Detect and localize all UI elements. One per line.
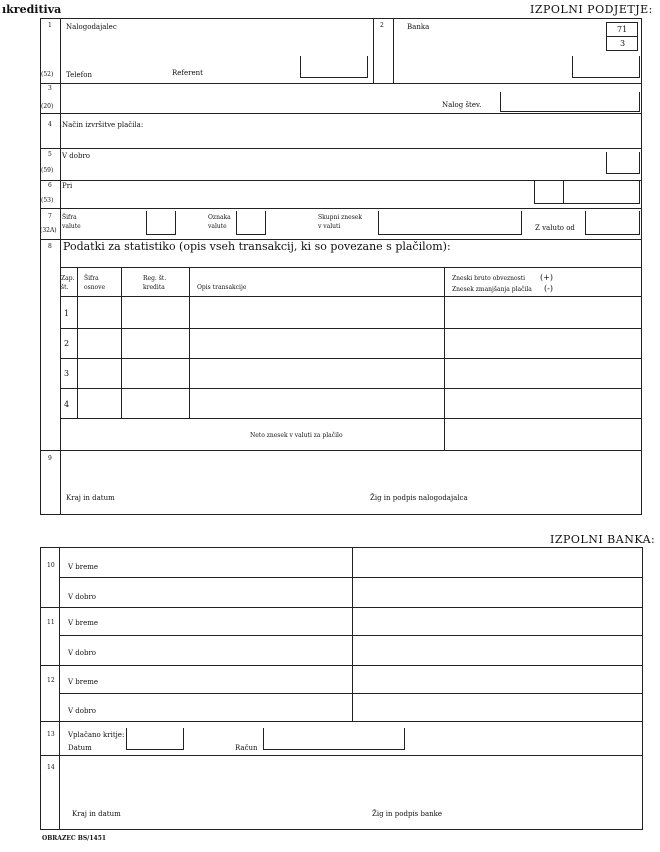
bank-label: Banka [407,23,430,31]
currency-code-label-2: valute [62,223,81,230]
col-sifra-label-2: osnove [84,284,106,291]
form-code-3: 3 [620,39,626,48]
bank-field[interactable] [398,36,558,66]
table-row-number: 4 [64,400,70,409]
net-amount-label: Neto znesek v valuti za plačilo [250,432,343,439]
col-decrease-label: Znesek zmanjšanja plačila [452,286,532,293]
col-reg-label-2: kredita [143,284,165,291]
col-reg-label-1: Reg. št. [143,275,167,282]
credit-label: V dobro [68,593,97,601]
table-row-number: 3 [64,369,70,378]
col-zap-label-1: Zap. [61,275,75,282]
currency-mark-label-2: valute [208,223,227,230]
beneficiary-bank-code-field[interactable] [534,180,640,204]
section-11-number: 11 [47,619,55,626]
cover-date-field[interactable] [126,728,184,750]
bank-booking-area[interactable] [353,547,642,719]
ordering-party-label: Nalogodajalec [66,23,117,31]
section-12-number: 12 [47,677,55,684]
section-3-field-code: (20) [41,103,54,110]
section-14-number: 14 [47,764,55,771]
debit-label: V breme [68,678,99,686]
table-row[interactable] [78,298,640,328]
value-date-field[interactable] [585,211,640,235]
table-row[interactable] [78,328,640,358]
total-amount-field[interactable] [378,211,522,235]
currency-code-field[interactable] [146,211,176,235]
place-date-label: Kraj in datum [66,494,115,502]
section-9-number: 9 [48,455,52,462]
fill-bank-heading: IZPOLNI BANKA: [550,533,656,546]
col-zap-label-2: št. [61,284,69,291]
debit-label: V breme [68,619,99,627]
table-row[interactable] [78,358,640,388]
currency-code-label-1: Šifra [62,214,77,221]
beneficiary-code-field[interactable] [606,152,640,174]
section-13-number: 13 [47,731,55,738]
section-5-number: 5 [48,151,52,158]
total-amount-label-2: v valuti [318,223,341,230]
ordering-party-signature-label: Žig in podpis nalogodajalca [370,494,468,502]
statistics-title: Podatki za statistiko (opis vseh transakcij, ki so povezane s plačilom): [63,240,451,253]
total-amount-label-1: Skupni znesek [318,214,362,221]
signature-area[interactable] [62,455,640,510]
credit-label: V dobro [68,649,97,657]
phone-label: Telefon [66,71,92,79]
referent-label: Referent [172,69,203,77]
cover-account-field[interactable] [263,728,405,750]
debit-label: V breme [68,563,99,571]
form-id: OBRAZEC BS/1451 [42,835,107,842]
col-increase-sign: (+) [540,273,553,282]
section-7-field-code: (32A) [40,227,57,234]
section-1-field-code: (52) [41,71,54,78]
section-1-number: 1 [48,22,52,29]
date-label: Datum [68,744,92,752]
col-increase-label: Zneski bruto obveznosti [452,275,526,282]
bank-of-beneficiary-label: Pri [62,182,73,190]
section-2-number: 2 [380,22,384,29]
section-10-number: 10 [47,562,55,569]
bank-place-date-label: Kraj in datum [72,810,121,818]
col-sifra-label-1: Šifra [84,275,99,282]
order-number-field[interactable] [500,92,640,112]
section-3-number: 3 [48,85,52,92]
col-decrease-sign: (-) [544,284,553,293]
account-label: Račun [235,744,258,752]
credit-label: V dobro [68,707,97,715]
form-code-71: 71 [617,25,628,34]
table-row-number: 1 [64,309,70,318]
section-6-number: 6 [48,182,52,189]
referent-code-field[interactable] [300,56,368,78]
order-number-label: Nalog štev. [442,101,482,109]
col-description-label: Opis transakcije [197,284,247,291]
value-date-label: Z valuto od [535,224,575,232]
bank-signature-area[interactable] [60,758,640,828]
fill-company-heading: IZPOLNI PODJETJE: [530,3,653,16]
section-6-field-code: (53) [41,197,54,204]
beneficiary-label: V dobro [62,152,91,160]
bank-signature-label: Žig in podpis banke [372,810,443,818]
bank-code-field[interactable] [572,56,640,78]
cover-paid-label: Vplačano kritje: [68,731,125,739]
net-amount-field[interactable] [485,420,640,450]
table-row[interactable] [78,388,640,418]
section-7-number: 7 [48,213,52,220]
section-8-number: 8 [48,243,52,250]
form-title-fragment: ıkreditiva [2,3,62,16]
table-row-number: 2 [64,339,70,348]
section-5-field-code: (59) [41,167,54,174]
payment-method-label: Način izvršitve plačila: [62,121,144,129]
currency-mark-label-1: Oznaka [208,214,231,221]
section-4-number: 4 [48,121,52,128]
currency-mark-field[interactable] [236,211,266,235]
